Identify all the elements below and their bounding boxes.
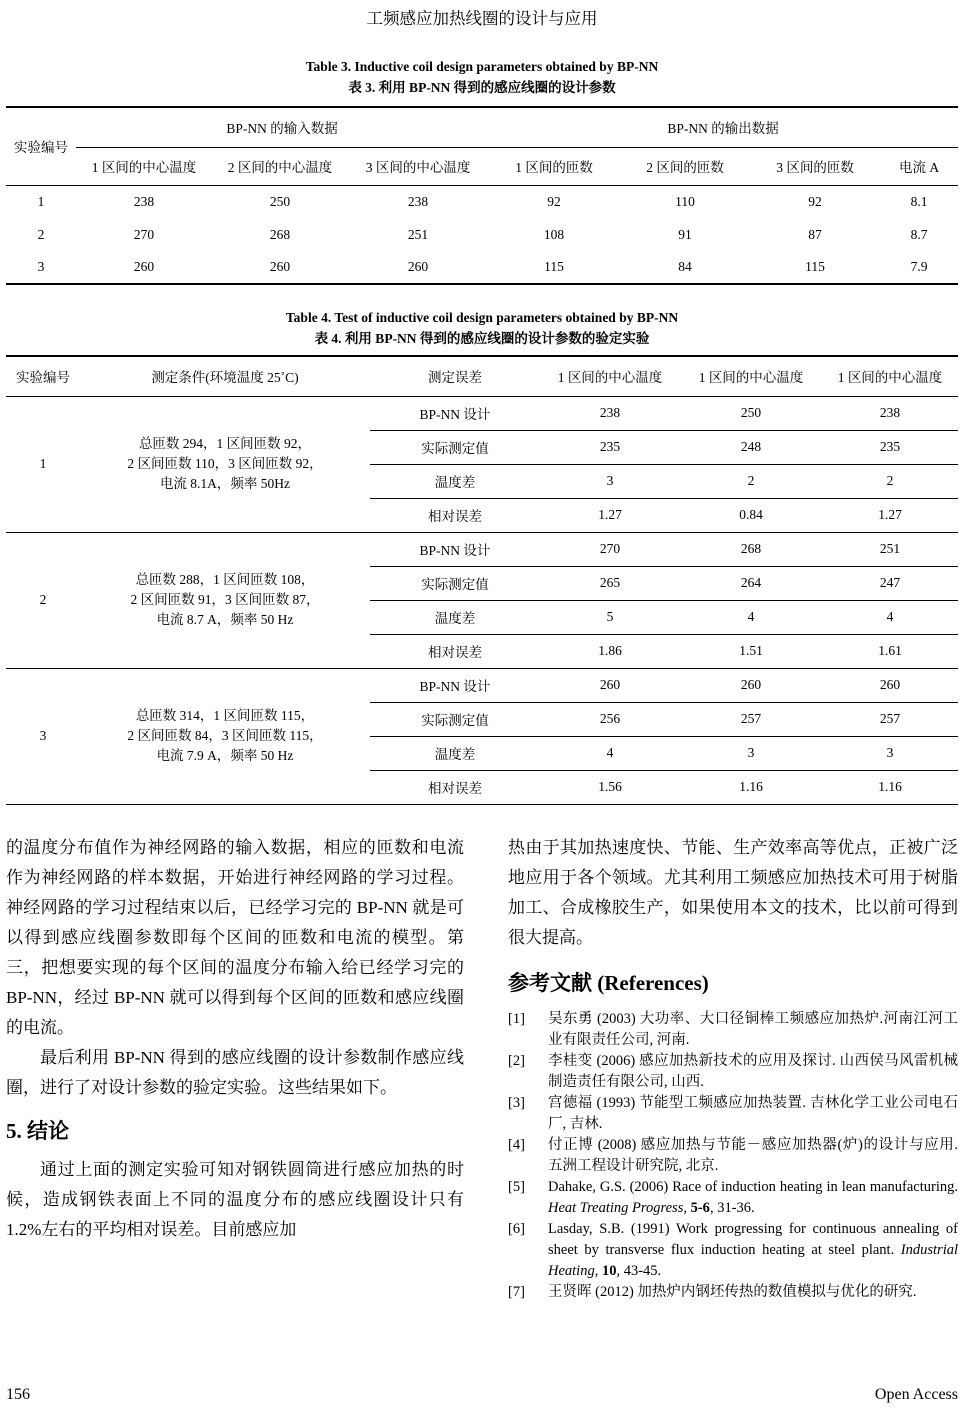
value-cell: 235 <box>822 430 958 464</box>
value-cell: 1.16 <box>822 770 958 804</box>
table3-cell: 84 <box>678 259 692 274</box>
value-cell: 1.51 <box>680 634 822 668</box>
table3-header-experiment: 实验编号 <box>6 107 76 185</box>
row-label: 相对误差 <box>370 498 540 532</box>
body-columns <box>6 833 958 1303</box>
experiment-number: 2 <box>6 532 80 668</box>
row-label: 温度差 <box>370 464 540 498</box>
value-cell: 260 <box>540 668 680 702</box>
value-cell: 265 <box>540 566 680 600</box>
value-cell: 2 <box>822 464 958 498</box>
open-access-label: Open Access <box>874 1386 958 1403</box>
reference-text: 付正博 (2008) 感应加热与节能－感应加热器(炉)的设计与应用. 五洲工程设计研究院, 北京. <box>548 1136 958 1174</box>
value-cell: 270 <box>540 532 680 566</box>
value-cell: 4 <box>680 600 822 634</box>
row-label: 相对误差 <box>370 770 540 804</box>
table4-header: 实验编号 <box>6 356 80 396</box>
reference-text: 吴东勇 (2003) 大功率、大口径铜棒工频感应加热炉.河南江河工业有限责任公司, 河南. <box>548 1010 958 1048</box>
table3-cell: 108 <box>543 226 565 242</box>
table3-body <box>6 185 958 284</box>
table3-cell: 238 <box>407 193 429 209</box>
table3-cell: 260 <box>269 259 291 274</box>
value-cell: 257 <box>822 702 958 736</box>
row-label: 实际测定值 <box>370 430 540 464</box>
value-cell: 1.86 <box>540 634 680 668</box>
body-paragraph: 最后利用 BP-NN 得到的感应线圈的设计参数制作感应线圈，进行了对设计参数的验定实验。这些结果如下。 <box>6 1047 464 1097</box>
value-cell: 5 <box>540 600 680 634</box>
row-label: BP-NN 设计 <box>370 668 540 702</box>
reference-list <box>508 1009 958 1303</box>
table3-subheader: 3 区间的中心温度 <box>348 147 488 185</box>
reference-text: Dahake, G.S. (2006) Race of induction heating in lean manufacturing. Heat Treating Progress, 5-6, 31-36. <box>548 1178 958 1216</box>
reference-text: Lasday, S.B. (1991) Work progressing for continuous annealing of sheet by transverse flux induction heating at steel plant. Industrial Heating, 10, 43-45. <box>548 1220 958 1279</box>
table3-header-input-group: BP-NN 的输入数据 <box>76 107 488 147</box>
value-cell: 260 <box>822 668 958 702</box>
row-label: 相对误差 <box>370 634 540 668</box>
table3-cell: 110 <box>675 193 695 209</box>
table3-cell: 91 <box>678 226 692 242</box>
table3-cell: 238 <box>133 193 155 209</box>
right-column <box>508 833 958 1303</box>
reference-number: [6] <box>508 1220 525 1237</box>
measurement-condition: 总匝数 314，1 区间匝数 115， 2 区间匝数 84，3 区间匝数 115， 电流 7.9 A，频率 50 Hz <box>80 668 370 804</box>
reference-number: [4] <box>508 1136 525 1153</box>
table3-row <box>6 185 958 218</box>
measurement-condition: 总匝数 288，1 区间匝数 108， 2 区间匝数 91，3 区间匝数 87， 电流 8.7 A，频率 50 Hz <box>80 532 370 668</box>
table4-body <box>6 396 958 804</box>
table3-cell: 1 <box>37 193 45 209</box>
table3-subheader: 2 区间的中心温度 <box>212 147 348 185</box>
page-footer <box>6 1386 958 1404</box>
experiment-number: 3 <box>6 668 80 804</box>
table3-subheader: 电流 A <box>880 147 958 185</box>
references-heading: 参考文献 (References) <box>508 970 709 995</box>
table3-cell: 115 <box>805 259 825 274</box>
table3-row <box>6 218 958 251</box>
reference-number: [5] <box>508 1178 525 1195</box>
value-cell: 248 <box>680 430 822 464</box>
reference-number: [3] <box>508 1094 525 1111</box>
reference-item <box>508 1219 958 1282</box>
row-label: BP-NN 设计 <box>370 396 540 430</box>
table3-cell: 92 <box>808 193 822 209</box>
reference-item <box>508 1009 958 1051</box>
row-label: 温度差 <box>370 736 540 770</box>
table3-caption-en: Table 3. Inductive coil design parameters obtained by BP-NN <box>305 59 659 74</box>
value-cell: 4 <box>822 600 958 634</box>
table3-subheader: 2 区间的匝数 <box>620 147 750 185</box>
value-cell: 235 <box>540 430 680 464</box>
table4-caption-en: Table 4. Test of inductive coil design parameters obtained by BP-NN <box>285 310 679 325</box>
table3-header-output-group: BP-NN 的输出数据 <box>488 107 958 147</box>
body-paragraph: 热由于其加热速度快、节能、生产效率高等优点，正被广泛地应用于各个领域。尤其利用工频感应加热技术可用于树脂加工、合成橡胶生产，如果使用本文的技术，比以前可得到很大提高。 <box>508 837 958 947</box>
reference-number: [2] <box>508 1052 525 1069</box>
value-cell: 1.56 <box>540 770 680 804</box>
table3-cell: 270 <box>133 226 155 242</box>
value-cell: 264 <box>680 566 822 600</box>
value-cell: 3 <box>680 736 822 770</box>
table4-header: 测定误差 <box>370 356 540 396</box>
table3-cell: 115 <box>544 259 564 274</box>
value-cell: 257 <box>680 702 822 736</box>
value-cell: 238 <box>822 396 958 430</box>
row-label: 实际测定值 <box>370 702 540 736</box>
running-head: 工频感应加热线圈的设计与应用 <box>366 9 598 28</box>
reference-item <box>508 1093 958 1135</box>
experiment-number: 1 <box>6 396 80 532</box>
reference-text: 王贤晖 (2012) 加热炉内钢坯传热的数值模拟与优化的研究. <box>548 1283 917 1300</box>
table4-row <box>6 532 958 566</box>
table4-caption-zh: 表 4. 利用 BP-NN 得到的感应线圈的设计参数的验定实验 <box>314 331 650 346</box>
body-paragraph: 通过上面的测定实验可知对钢铁圆筒进行感应加热的时候，造成钢铁表面上不同的温度分布的感应线圈设计只有1.2%左右的平均相对误差。目前感应加 <box>6 1159 464 1239</box>
row-label: 温度差 <box>370 600 540 634</box>
value-cell: 250 <box>680 396 822 430</box>
table3-cell: 3 <box>37 259 45 274</box>
table3-row <box>6 251 958 284</box>
reference-number: [1] <box>508 1010 525 1027</box>
table4 <box>6 355 958 805</box>
value-cell: 3 <box>540 464 680 498</box>
reference-number: [7] <box>508 1283 525 1300</box>
table3-cell: 92 <box>547 193 561 209</box>
value-cell: 0.84 <box>680 498 822 532</box>
value-cell: 1.16 <box>680 770 822 804</box>
table3-cell: 251 <box>407 226 429 242</box>
table3-cell: 8.1 <box>910 193 928 209</box>
value-cell: 1.27 <box>822 498 958 532</box>
table3 <box>6 106 958 285</box>
table4-header: 1 区间的中心温度 <box>822 356 958 396</box>
table3-cell: 87 <box>808 226 822 242</box>
value-cell: 2 <box>680 464 822 498</box>
value-cell: 256 <box>540 702 680 736</box>
table3-subheader: 1 区间的中心温度 <box>76 147 212 185</box>
left-column <box>6 833 464 1303</box>
value-cell: 247 <box>822 566 958 600</box>
value-cell: 1.61 <box>822 634 958 668</box>
table3-subheader: 1 区间的匝数 <box>488 147 620 185</box>
table3-cell: 8.7 <box>910 226 928 242</box>
reference-text: 李桂变 (2006) 感应加热新技术的应用及探讨. 山西侯马风雷机械制造责任有限公司, 山西. <box>548 1052 958 1090</box>
value-cell: 3 <box>822 736 958 770</box>
page-number: 156 <box>6 1386 30 1403</box>
table4-header: 1 区间的中心温度 <box>540 356 680 396</box>
table3-cell: 260 <box>133 259 155 274</box>
table4-header: 1 区间的中心温度 <box>680 356 822 396</box>
value-cell: 1.27 <box>540 498 680 532</box>
measurement-condition: 总匝数 294，1 区间匝数 92， 2 区间匝数 110，3 区间匝数 92， 电流 8.1A，频率 50Hz <box>80 396 370 532</box>
body-paragraph: 的温度分布值作为神经网路的输入数据，相应的匝数和电流作为神经网路的样本数据，开始进行神经网路的学习过程。神经网路的学习过程结束以后，已经学习完的 BP-NN 就是可以得到感应线圈参数即每个区间的匝数和电流的模型。第三，把想要实现的每个区间的温度分布输入给已经学习完的 BP-NN，经过 BP-NN 就可以得到每个区间的匝数和感应线圈的电流。 <box>6 837 464 1037</box>
table4-header: 测定条件(环境温度 25˚C) <box>80 356 370 396</box>
table3-cell: 250 <box>269 193 291 209</box>
table3-cell: 7.9 <box>910 259 928 274</box>
row-label: 实际测定值 <box>370 566 540 600</box>
value-cell: 268 <box>680 532 822 566</box>
reference-item <box>508 1051 958 1093</box>
value-cell: 238 <box>540 396 680 430</box>
reference-item <box>508 1135 958 1177</box>
value-cell: 4 <box>540 736 680 770</box>
table3-cell: 2 <box>37 226 45 242</box>
reference-item <box>508 1177 958 1219</box>
value-cell: 251 <box>822 532 958 566</box>
reference-item <box>508 1282 958 1303</box>
table3-subheader: 3 区间的匝数 <box>750 147 880 185</box>
table4-row <box>6 668 958 702</box>
value-cell: 260 <box>680 668 822 702</box>
table3-cell: 268 <box>269 226 291 242</box>
reference-text: 宫德福 (1993) 节能型工频感应加热装置. 吉林化学工业公司电石厂, 吉林. <box>548 1094 958 1132</box>
table3-cell: 260 <box>407 259 429 274</box>
table3-caption-zh: 表 3. 利用 BP-NN 得到的感应线圈的设计参数 <box>348 80 616 95</box>
section-heading-conclusion: 5. 结论 <box>6 1118 69 1143</box>
table4-row <box>6 396 958 430</box>
row-label: BP-NN 设计 <box>370 532 540 566</box>
